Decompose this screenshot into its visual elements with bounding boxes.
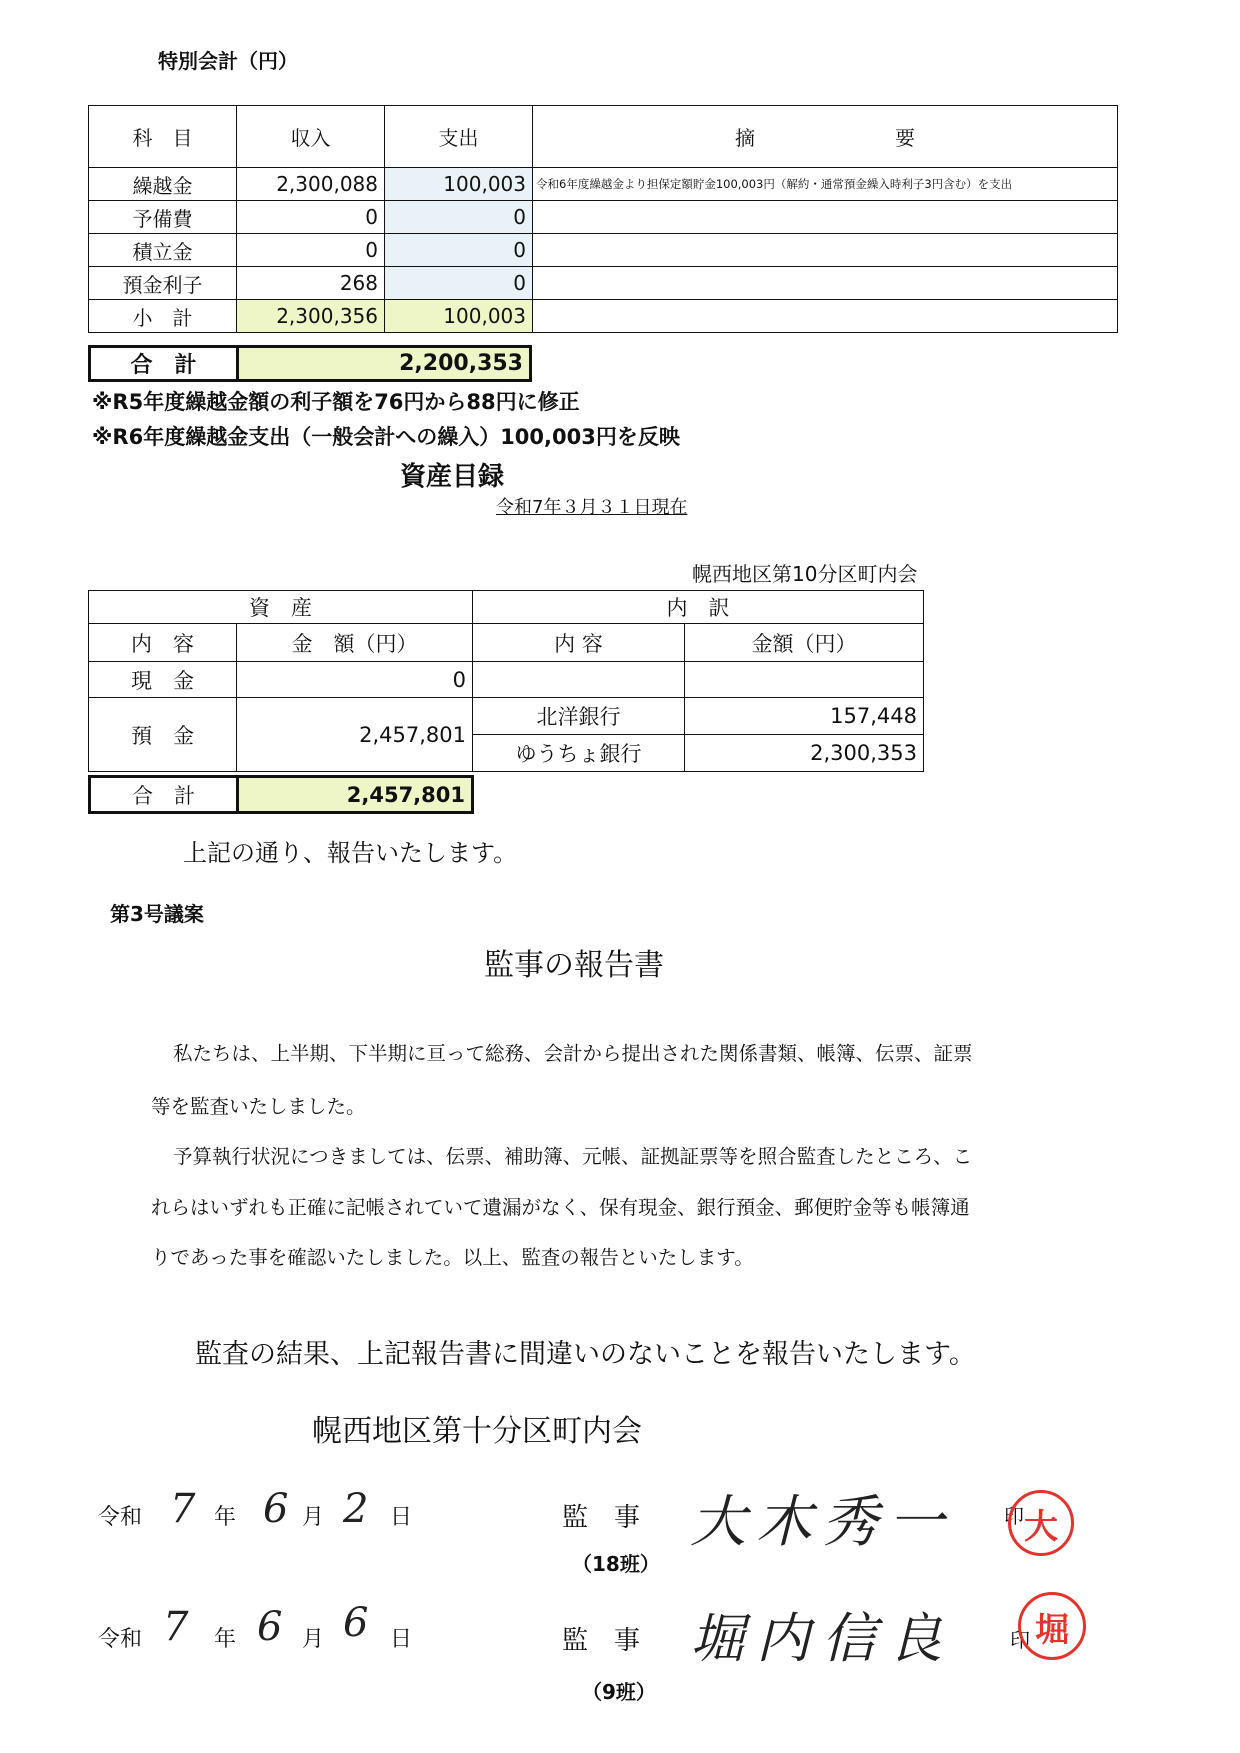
note-1: ※R5年度繰越金額の利子額を76円から88円に修正 [92,390,580,414]
date-era: 令和 [98,1505,143,1530]
header-expense: 支出 [385,106,533,168]
total-label: 合 計 [90,347,238,381]
para2-line3: りであった事を確認いたしました。以上、監査の報告といたします。 [151,1246,754,1269]
row-expense: 0 [385,201,533,234]
row-note [533,234,1118,267]
row-expense: 100,003 [385,168,533,201]
asset-total [88,775,474,814]
proposal-title: 監事の報告書 [484,948,664,983]
row-expense: 0 [385,267,533,300]
row-income: 0 [237,234,385,267]
empty-cell [473,662,685,698]
date-day: 6 [343,1600,369,1646]
seal-mark: 印 [1010,1628,1030,1652]
header-income: 収入 [237,106,385,168]
row-income: 268 [237,267,385,300]
para1-line1: 私たちは、上半期、下半期に亘って総務、会計から提出された関係書類、帳簿、伝票、証票 [173,1042,973,1065]
table-row [89,201,1118,234]
subtotal-note [533,300,1118,333]
bank-name: ゆうちょ銀行 [473,735,685,772]
date-year: 7 [170,1486,196,1532]
row-note: 令和6年度繰越金より担保定額貯金100,003円（解約・通常預金繰入時利子3円含む）を支出 [533,168,1118,201]
table-row [89,662,924,698]
date-day: 2 [343,1486,369,1532]
subtotal-expense: 100,003 [385,300,533,333]
col-amount: 金 額（円） [237,624,473,662]
date-era: 令和 [98,1627,143,1652]
cash-label: 現 金 [89,662,237,698]
seal-mark: 印 [1004,1504,1024,1528]
bank-value: 157,448 [685,698,924,735]
asset-table [88,590,924,772]
deposit-value: 2,457,801 [237,698,473,772]
cash-value: 0 [237,662,473,698]
bank-name: 北洋銀行 [473,698,685,735]
table-row [89,234,1118,267]
auditor-signature: 大木秀一 [690,1490,954,1555]
date-month: 6 [257,1604,283,1650]
header-breakdown: 内 訳 [473,591,924,624]
col-content: 内 容 [89,624,237,662]
proposal-number: 第3号議案 [110,902,204,926]
row-item: 予備費 [89,201,237,234]
para2-line1: 予算執行状況につきましては、伝票、補助簿、元帳、証拠証票等を照合監査したところ、こ [173,1145,973,1168]
row-note [533,267,1118,300]
auditor-signature: 堀内信良 [690,1607,954,1670]
date-month: 6 [263,1486,289,1532]
auditor-role: 監 事 [562,1503,641,1533]
row-income: 0 [237,201,385,234]
col-amount-breakdown: 金額（円） [685,624,924,662]
table-row [89,168,1118,201]
asset-closing: 上記の通り、報告いたします。 [183,839,518,867]
auditor-group: （9班） [582,1680,656,1704]
header-note: 摘 要 [533,106,1118,168]
empty-cell [685,662,924,698]
header-assets: 資 産 [89,591,473,624]
date-nen: 年 [214,1627,237,1652]
subtotal-label: 小 計 [89,300,237,333]
row-item: 繰越金 [89,168,237,201]
date-year: 7 [163,1604,189,1650]
total-value: 2,200,353 [238,347,531,381]
seal-stamp-icon: 大 [1008,1490,1074,1556]
row-income: 2,300,088 [237,168,385,201]
date-nen: 年 [214,1505,237,1530]
subtotal-income: 2,300,356 [237,300,385,333]
auditor-role: 監 事 [562,1626,641,1656]
bank-value: 2,300,353 [685,735,924,772]
date-hi: 日 [390,1627,413,1652]
para2-line2: れらはいずれも正確に記帳されていて遺漏がなく、保有現金、銀行預金、郵便貯金等も帳簿通 [151,1196,970,1219]
asset-list-date: 令和7年３月３１日現在 [496,497,688,518]
date-hi: 日 [390,1505,413,1530]
subtotal-row [89,300,1118,333]
header-item: 科 目 [89,106,237,168]
special-account-table [88,105,1118,333]
date-tsuki: 月 [302,1505,325,1530]
auditor-group: （18班） [572,1552,660,1576]
deposit-label: 預 金 [89,698,237,772]
note-2: ※R6年度繰越金支出（一般会計への繰入）100,003円を反映 [92,425,680,449]
row-note [533,201,1118,234]
special-account-total [88,345,532,382]
asset-total-value: 2,457,801 [238,777,473,813]
asset-list-organization: 幌西地区第10分区町内会 [692,562,918,586]
proposal-conclusion: 監査の結果、上記報告書に間違いのないことを報告いたします。 [195,1339,976,1370]
seal-stamp-icon: 堀 [1018,1592,1086,1660]
row-item: 積立金 [89,234,237,267]
row-expense: 0 [385,234,533,267]
col-content-breakdown: 内 容 [473,624,685,662]
asset-list-title: 資産目録 [400,462,505,492]
para1-line2: 等を監査いたしました。 [151,1095,366,1118]
row-item: 預金利子 [89,267,237,300]
asset-total-label: 合 計 [90,777,238,813]
proposal-organization: 幌西地区第十分区町内会 [312,1414,642,1449]
table-row [89,267,1118,300]
date-tsuki: 月 [302,1627,325,1652]
table-row [89,698,924,735]
special-account-title: 特別会計（円） [158,49,298,73]
